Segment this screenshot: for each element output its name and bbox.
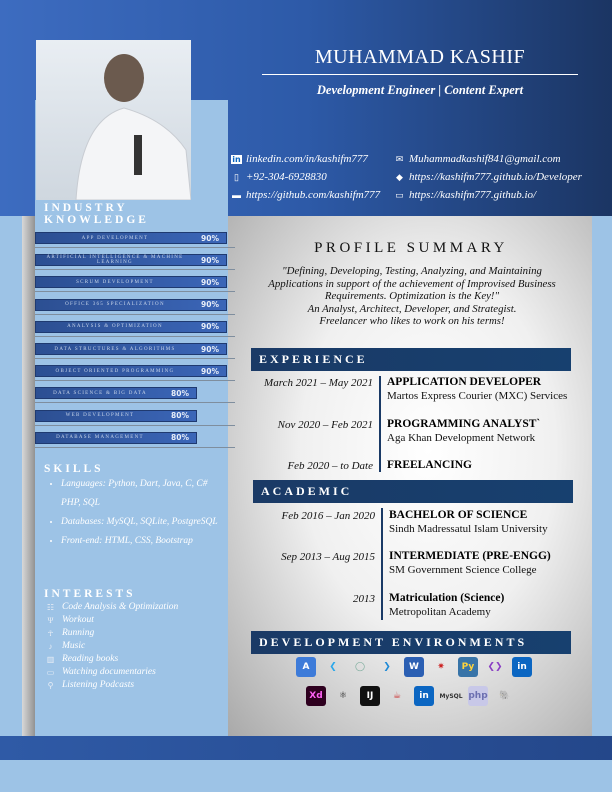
interest-item [45, 640, 178, 653]
spider-icon: ✷ [437, 662, 445, 672]
tv-icon: ▭ [46, 668, 55, 677]
gamepad-icon: ◆ [396, 171, 403, 182]
skill-bar-label: OFFICE 365 SPECIALIZATION [65, 302, 165, 308]
interest-text: Music [62, 641, 86, 651]
contact-text: linkedin.com/in/kashifm777 [246, 153, 368, 165]
divider [35, 358, 235, 359]
skill-bar-percent: 90% [201, 366, 219, 376]
divider [262, 74, 578, 75]
interest-item [45, 653, 178, 666]
contact-email[interactable] [394, 153, 582, 165]
phone-icon: ▯ [234, 171, 239, 182]
divider [35, 247, 235, 248]
divider [35, 447, 235, 448]
skill-bar-percent: 90% [201, 255, 219, 265]
divider [35, 425, 235, 426]
entry-date: Feb 2016 – Jan 2020 [281, 510, 375, 522]
environment-icons-row [306, 686, 515, 706]
word-icon: W [404, 657, 424, 677]
entry-role: APPLICATION DEVELOPER [387, 376, 542, 388]
skill-bar [35, 232, 227, 244]
java-icon: ☕ [392, 691, 402, 701]
divider [35, 380, 235, 381]
interest-text: Running [62, 628, 95, 638]
entry-organization: Martos Express Courier (MXC) Services [387, 390, 568, 402]
skill-bar-percent: 80% [171, 433, 189, 443]
footer-band [0, 736, 612, 760]
entry-role: PROGRAMMING ANALYST` [387, 418, 541, 430]
linkedin-icon: in [512, 657, 532, 677]
skills-heading: SKILLS [44, 463, 104, 475]
skill-bar [35, 410, 197, 422]
divider [35, 314, 235, 315]
skill-bar-label: ANALYSIS & OPTIMIZATION [67, 324, 163, 330]
timeline-line [381, 508, 383, 620]
industry-heading: INDUSTRY KNOWLEDGE [44, 202, 149, 226]
entry-date: 2013 [353, 593, 375, 605]
interest-item [45, 679, 178, 692]
visual-studio-icon: ❮❯ [487, 662, 503, 672]
running-icon: ☥ [47, 629, 54, 638]
code-icon: ☷ [46, 603, 55, 612]
profile-heading: PROFILE SUMMARY [314, 240, 508, 256]
contact-text: +92-304-6928830 [246, 171, 327, 183]
flutter-icon: ❮ [329, 662, 337, 672]
academic-heading: ACADEMIC [253, 480, 573, 503]
profile-line: "Defining, Developing, Testing, Analyzing, and Maintaining Applications in support of the achievement of Improvised Business Requirements. Optimization is the Key!" [268, 265, 556, 302]
skill-bar-percent: 90% [201, 300, 219, 310]
microphone-icon: ⚲ [47, 681, 54, 690]
atom-icon: ⚛ [338, 691, 348, 701]
skill-bar [35, 365, 227, 377]
entry-role: INTERMEDIATE (PRE-ENGG) [389, 550, 551, 562]
interest-text: Workout [62, 615, 94, 625]
entry-organization: Aga Khan Development Network [387, 432, 536, 444]
contact-website[interactable] [394, 189, 582, 201]
contact-portfolio[interactable] [394, 171, 582, 183]
entry-role: BACHELOR OF SCIENCE [389, 509, 528, 521]
interest-item [45, 601, 178, 614]
contact-text: https://github.com/kashifm777 [246, 189, 381, 201]
job-title: Development Engineer | Content Expert [316, 83, 524, 97]
interest-item [45, 666, 178, 679]
skill-bar-percent: 90% [201, 344, 219, 354]
skill-bar-label: DATA SCIENCE & BIG DATA [53, 390, 147, 396]
contacts-left [231, 153, 380, 201]
laptop-icon: ▭ [395, 189, 404, 200]
skill-bar [35, 254, 227, 266]
briefcase-icon: ▬ [232, 190, 241, 200]
skill-bar-percent: 80% [171, 411, 189, 421]
mysql-icon: MySQL [439, 692, 463, 700]
dumbbell-icon: Ψ [47, 616, 54, 625]
skill-bar-label: SCRUM DEVELOPMENT [76, 279, 154, 285]
postgresql-icon: 🐘 [499, 691, 511, 701]
interests-list [45, 601, 178, 692]
skill-bar-label: OBJECT ORIENTED PROGRAMMING [55, 368, 175, 374]
entry-role: FREELANCING [387, 459, 472, 471]
skill-item: • Languages: Python, Dart, Java, C, C# PHP, SQL [61, 475, 226, 513]
skill-bar-label: DATABASE MANAGEMENT [56, 435, 144, 441]
contact-phone[interactable] [231, 171, 380, 183]
interest-text: Listening Podcasts [62, 680, 135, 690]
profile-line: Freelancer who likes to work on his terms! [319, 315, 505, 327]
entry-date: Nov 2020 – Feb 2021 [277, 419, 373, 431]
interests-heading: INTERESTS [44, 588, 136, 600]
skill-bar-percent: 80% [171, 388, 189, 398]
divider [35, 336, 235, 337]
skill-bar [35, 299, 227, 311]
profile-line: An Analyst, Architect, Developer, and Strategist. [307, 302, 517, 315]
contact-github[interactable] [231, 189, 380, 201]
skill-item: • Databases: MySQL, SQLite, PostgreSQL [61, 513, 226, 532]
interest-text: Reading books [62, 654, 119, 664]
codecov-icon: ◯ [354, 662, 366, 672]
interest-text: Code Analysis & Optimization [62, 602, 179, 612]
contact-text: https://kashifm777.github.io/Developer [409, 171, 582, 183]
skill-bar [35, 321, 227, 333]
divider [35, 402, 235, 403]
timeline-line [379, 376, 381, 472]
entry-date: March 2021 – May 2021 [264, 377, 373, 389]
skill-bar [35, 343, 227, 355]
linkedin-icon: in [232, 154, 241, 164]
music-note-icon: ♪ [48, 642, 53, 651]
skill-bar-label: APP DEVELOPMENT [81, 235, 149, 241]
skill-bar-percent: 90% [201, 277, 219, 287]
entry-organization: Sindh Madressatul Islam University [389, 523, 548, 535]
book-icon: ▥ [46, 655, 55, 664]
contact-linkedin[interactable] [231, 153, 380, 165]
entry-date: Feb 2020 – to Date [287, 460, 373, 472]
divider [35, 291, 235, 292]
skill-bar-percent: 90% [201, 322, 219, 332]
android-studio-icon: A [296, 657, 316, 677]
skill-bar [35, 276, 227, 288]
linkedin-icon: in [414, 686, 434, 706]
php-icon: php [468, 686, 488, 706]
skills-list [36, 475, 226, 551]
skill-bar [35, 387, 197, 399]
interest-item [45, 627, 178, 640]
python-icon: Py [458, 657, 478, 677]
entry-role: Matriculation (Science) [389, 592, 505, 604]
contact-text: Muhammadkashif841@gmail.com [409, 153, 561, 165]
contacts-right [394, 153, 582, 201]
skill-bar-label: DATA STRUCTURES & ALGORITHMS [54, 346, 176, 352]
skill-bar-label: WEB DEVELOPMENT [65, 413, 135, 419]
decorative-strip [22, 216, 36, 736]
environments-heading: DEVELOPMENT ENVIRONMENTS [251, 631, 571, 654]
environment-icons-row [296, 657, 532, 677]
skill-bar [35, 432, 197, 444]
profile-photo [36, 40, 191, 200]
entry-organization: SM Government Science College [389, 564, 537, 576]
intellij-icon: IJ [360, 686, 380, 706]
profile-summary [262, 265, 562, 328]
skill-bar-label: ARTIFICIAL INTELLIGENCE & MACHINE LEARNING [46, 255, 184, 266]
contact-text: https://kashifm777.github.io/ [409, 189, 537, 201]
interest-text: Watching documentaries [62, 667, 156, 677]
skill-bar-percent: 90% [201, 233, 219, 243]
experience-heading: EXPERIENCE [251, 348, 571, 371]
candidate-name: MUHAMMAD KASHIF [314, 46, 526, 68]
email-icon: ✉ [395, 153, 404, 164]
adobe-xd-icon: Xd [306, 686, 326, 706]
entry-organization: Metropolitan Academy [389, 606, 491, 618]
entry-date: Sep 2013 – Aug 2015 [281, 551, 375, 563]
vscode-icon: ❯ [383, 662, 391, 672]
interest-item [45, 614, 178, 627]
skill-item: • Front-end: HTML, CSS, Bootstrap [61, 532, 226, 551]
divider [35, 269, 235, 270]
